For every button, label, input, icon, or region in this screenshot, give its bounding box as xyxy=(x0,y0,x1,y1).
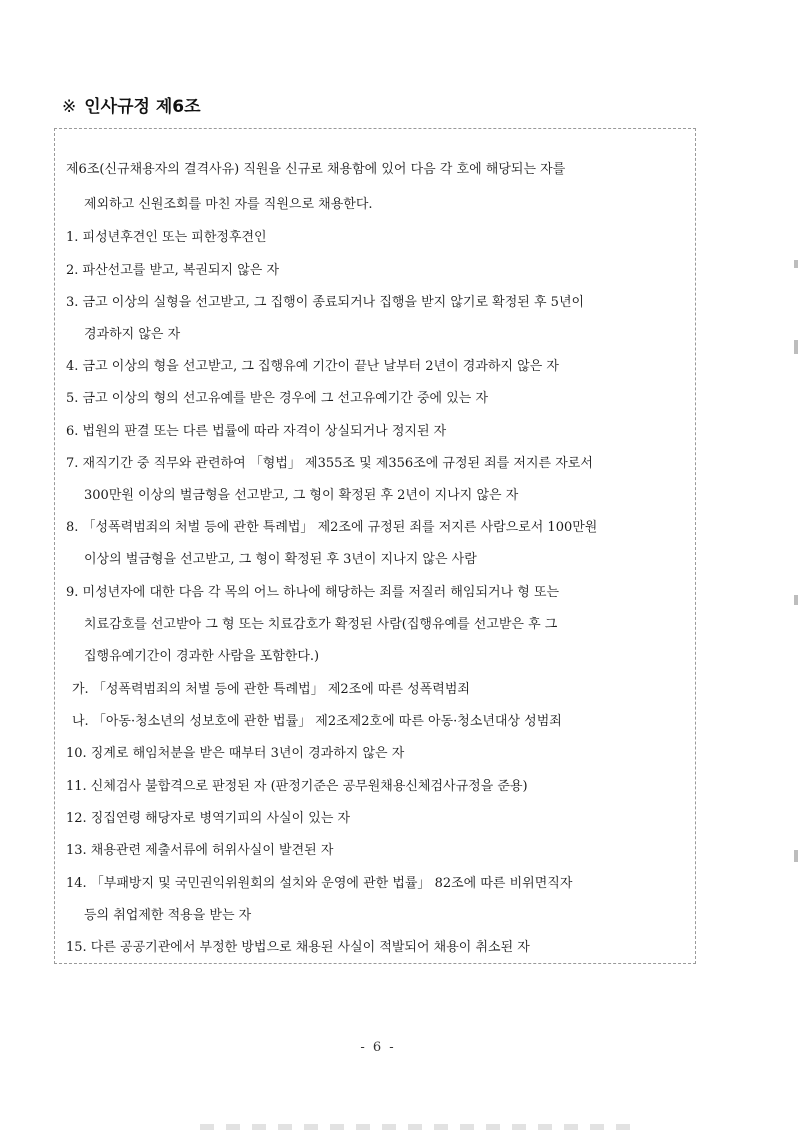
list-item-9-continued-1: 치료감호를 선고받아 그 형 또는 치료감호가 확정된 사람(집행유예를 선고받은 후 그 xyxy=(84,617,558,632)
section-heading xyxy=(62,92,201,117)
list-item-6: 6. 법원의 판결 또는 다른 법률에 따라 자격이 상실되거나 정지된 자 xyxy=(66,424,447,439)
regulation-text-box xyxy=(54,128,696,964)
list-item-2: 2. 파산선고를 받고, 복권되지 않은 자 xyxy=(66,263,280,278)
scan-bleed-through xyxy=(200,1124,640,1130)
list-item-5: 5. 금고 이상의 형의 선고유예를 받은 경우에 그 선고유예기간 중에 있는 자 xyxy=(66,391,489,406)
list-item-10: 10. 징계로 해임처분을 받은 때부터 3년이 경과하지 않은 자 xyxy=(66,746,405,761)
list-item-14: 14. 「부패방지 및 국민권익위원회의 설치와 운영에 관한 법률」 82조에 따른 비위면직자 xyxy=(66,876,573,891)
list-item-9-continued-2: 집행유예기간이 경과한 사람을 포함한다.) xyxy=(84,649,320,664)
sub-item-na: 나. 「아동·청소년의 성보호에 관한 법률」 제2조제2호에 따른 아동·청소년대상 성범죄 xyxy=(72,714,562,729)
list-item-15: 15. 다른 공공기관에서 부정한 방법으로 채용된 사실이 적발되어 채용이 취소된 자 xyxy=(66,940,530,955)
list-item-13: 13. 채용관련 제출서류에 허위사실이 발견된 자 xyxy=(66,843,334,858)
page-number: - 6 - xyxy=(360,1040,396,1055)
reference-mark-icon: ※ xyxy=(62,97,77,117)
scan-edge-mark xyxy=(794,850,798,862)
article-intro-line-2: 제외하고 신원조회를 마친 자를 직원으로 채용한다. xyxy=(84,197,373,212)
list-item-4: 4. 금고 이상의 형을 선고받고, 그 집행유예 기간이 끝난 날부터 2년이 경과하지 않은 자 xyxy=(66,359,559,374)
list-item-7: 7. 재직기간 중 직무와 관련하여 「형법」 제355조 및 제356조에 규정된 죄를 저지른 자로서 xyxy=(66,456,593,471)
list-item-3: 3. 금고 이상의 실형을 선고받고, 그 집행이 종료되거나 집행을 받지 않기로 확정된 후 5년이 xyxy=(66,295,585,310)
list-item-14-continued: 등의 취업제한 적용을 받는 자 xyxy=(84,908,252,923)
list-item-8: 8. 「성폭력범죄의 처벌 등에 관한 특례법」 제2조에 규정된 죄를 저지른 사람으로서 100만원 xyxy=(66,520,598,535)
scan-edge-mark xyxy=(794,595,798,605)
article-intro-line-1: 제6조(신규채용자의 결격사유) 직원을 신규로 채용함에 있어 다음 각 호에 해당되는 자를 xyxy=(66,162,566,177)
list-item-3-continued: 경과하지 않은 자 xyxy=(84,327,181,342)
list-item-1: 1. 피성년후견인 또는 피한정후견인 xyxy=(66,230,267,245)
list-item-9: 9. 미성년자에 대한 다음 각 목의 어느 하나에 해당하는 죄를 저질러 해임되거나 형 또는 xyxy=(66,585,560,600)
list-item-12: 12. 징집연령 해당자로 병역기피의 사실이 있는 자 xyxy=(66,811,351,826)
scan-edge-mark xyxy=(794,340,798,354)
list-item-8-continued: 이상의 벌금형을 선고받고, 그 형이 확정된 후 3년이 지나지 않은 사람 xyxy=(84,552,477,567)
heading-title: 인사규정 제6조 xyxy=(84,97,201,117)
list-item-11: 11. 신체검사 불합격으로 판정된 자 (판정기준은 공무원채용신체검사규정을 준용) xyxy=(66,779,528,794)
scan-edge-mark xyxy=(794,260,798,268)
sub-item-ga: 가. 「성폭력범죄의 처벌 등에 관한 특례법」 제2조에 따른 성폭력범죄 xyxy=(72,682,470,697)
list-item-7-continued: 300만원 이상의 벌금형을 선고받고, 그 형이 확정된 후 2년이 지나지 않은 자 xyxy=(84,488,519,503)
